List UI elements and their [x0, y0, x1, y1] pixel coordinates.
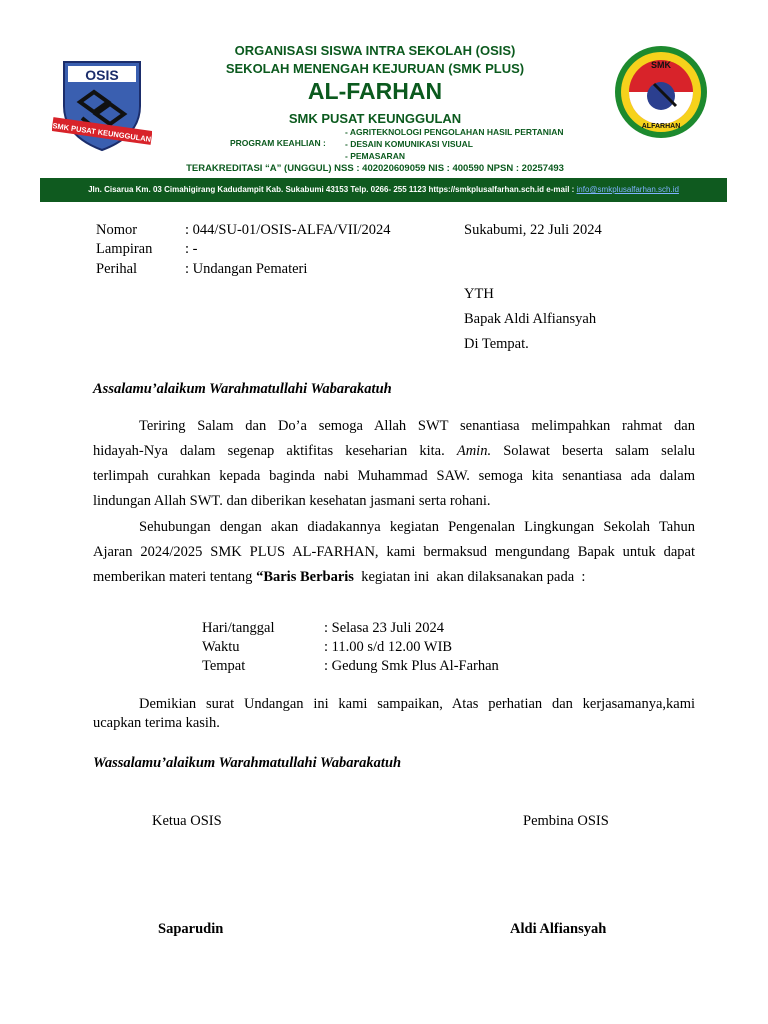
schedule-day-label: Hari/tanggal	[202, 620, 275, 636]
address-text: Jln. Cisarua Km. 03 Cimahigirang Kadudampit Kab. Sukabumi 43153 Telp. 0266- 255 1123 https://smkplusalfarhan.sch.id e-mail :	[88, 185, 577, 194]
program-item-3: - PEMASARAN	[345, 151, 405, 161]
program-item-1: - AGRITEKNOLOGI PENGOLAHAN HASIL PERTANIAN	[345, 127, 564, 137]
schedule-place-label: Tempat	[202, 658, 246, 674]
email-link[interactable]: info@smkplusalfarhan.sch.id	[576, 185, 679, 194]
paragraph-invitation	[93, 515, 695, 590]
schedule-day-value: : Selasa 23 Juli 2024	[324, 620, 445, 636]
smk-logo-bottom: ALFARHAN	[641, 123, 681, 130]
recipient-yth: YTH	[464, 286, 494, 302]
p1-line-2	[93, 439, 695, 464]
schedule-time-label: Waktu	[202, 639, 240, 655]
smk-alfarhan-logo	[606, 44, 716, 140]
p1-line-2a: hidayah-Nya dalam segenap aktifitas keseharian kita.	[93, 443, 457, 459]
lampiran-label: Lampiran	[96, 241, 153, 257]
osis-logo	[52, 56, 152, 152]
letter-date: Sukabumi, 22 Juli 2024	[464, 222, 602, 238]
header-school-type-line: SEKOLAH MENENGAH KEJURUAN (SMK PLUS)	[225, 61, 525, 76]
signature-left-title: Ketua OSIS	[152, 813, 222, 829]
recipient-place: Di Tempat.	[464, 336, 529, 352]
signature-left-name: Saparudin	[158, 921, 224, 937]
p1-line-1: Teriring Salam dan Do’a semoga Allah SWT senantiasa melimpahkan rahmat dan	[139, 418, 695, 434]
closing-line-1: Demikian surat Undangan ini kami sampaikan, Atas perhatian dan kerjasamanya,kami	[139, 696, 695, 712]
p2-line-3	[93, 565, 695, 590]
p2-line-2: Ajaran 2024/2025 SMK PLUS AL-FARHAN, kami bermaksud mengundang Bapak untuk dapat	[93, 544, 695, 560]
header-tagline: SMK PUSAT KEUNGGULAN	[288, 111, 462, 126]
perihal-value: : Undangan Pemateri	[185, 261, 308, 277]
closing-line-2: ucapkan terima kasih.	[93, 715, 220, 731]
smk-logo-top: SMK	[651, 60, 671, 70]
schedule-time-value: : 11.00 s/d 12.00 WIB	[324, 639, 453, 655]
perihal-label: Perihal	[96, 261, 138, 277]
header-school-name: AL-FARHAN	[307, 78, 443, 104]
farewell: Wassalamu’alaikum Warahmatullahi Wabarakatuh	[93, 755, 402, 771]
p2-line-1: Sehubungan dengan akan diadakannya kegiatan Pengenalan Lingkungan Sekolah Tahun	[139, 519, 695, 535]
header-org-line: ORGANISASI SISWA INTRA SEKOLAH (OSIS)	[234, 43, 516, 58]
program-item-2: - DESAIN KOMUNIKASI VISUAL	[345, 139, 473, 149]
recipient-name: Bapak Aldi Alfiansyah	[464, 311, 597, 327]
p2-line-3a: memberikan materi tentang	[93, 569, 257, 585]
p1-line-4: lindungan Allah SWT. dan diberikan kesehatan jasmani serta rohani.	[93, 493, 491, 509]
p1-line-3: terlimpah curahkan kepada baginda nabi Muhammad SAW. semoga kita senantiasa ada dalam	[93, 468, 695, 484]
nomor-label: Nomor	[96, 222, 138, 238]
greeting: Assalamu’alaikum Warahmatullahi Wabarakatuh	[93, 381, 392, 397]
p1-amin: Amin.	[456, 443, 492, 459]
program-label: PROGRAM KEAHLIAN :	[230, 138, 326, 148]
lampiran-value: : -	[185, 241, 198, 257]
signature-right-name: Aldi Alfiansyah	[510, 921, 607, 937]
osis-logo-text: OSIS	[85, 67, 119, 83]
address-line	[40, 185, 727, 194]
osis-logo-ribbon: SMK PUSAT KEUNGGULAN	[52, 121, 152, 144]
paragraph-opening	[93, 414, 695, 514]
p1-line-2b: Solawat beserta salam selalu	[491, 443, 695, 459]
accreditation-line: TERAKREDITASI “A” (UNGGUL) NSS : 402020609059 NIS : 400590 NPSN : 20257493	[186, 163, 564, 174]
closing-paragraph	[93, 695, 695, 733]
p2-line-3b: kegiatan ini akan dilaksanakan pada :	[353, 569, 586, 585]
nomor-value: : 044/SU-01/OSIS-ALFA/VII/2024	[185, 222, 391, 238]
schedule-place-value: : Gedung Smk Plus Al-Farhan	[324, 658, 499, 674]
p2-topic: “Baris Berbaris	[256, 569, 354, 585]
signature-right-title: Pembina OSIS	[523, 813, 609, 829]
